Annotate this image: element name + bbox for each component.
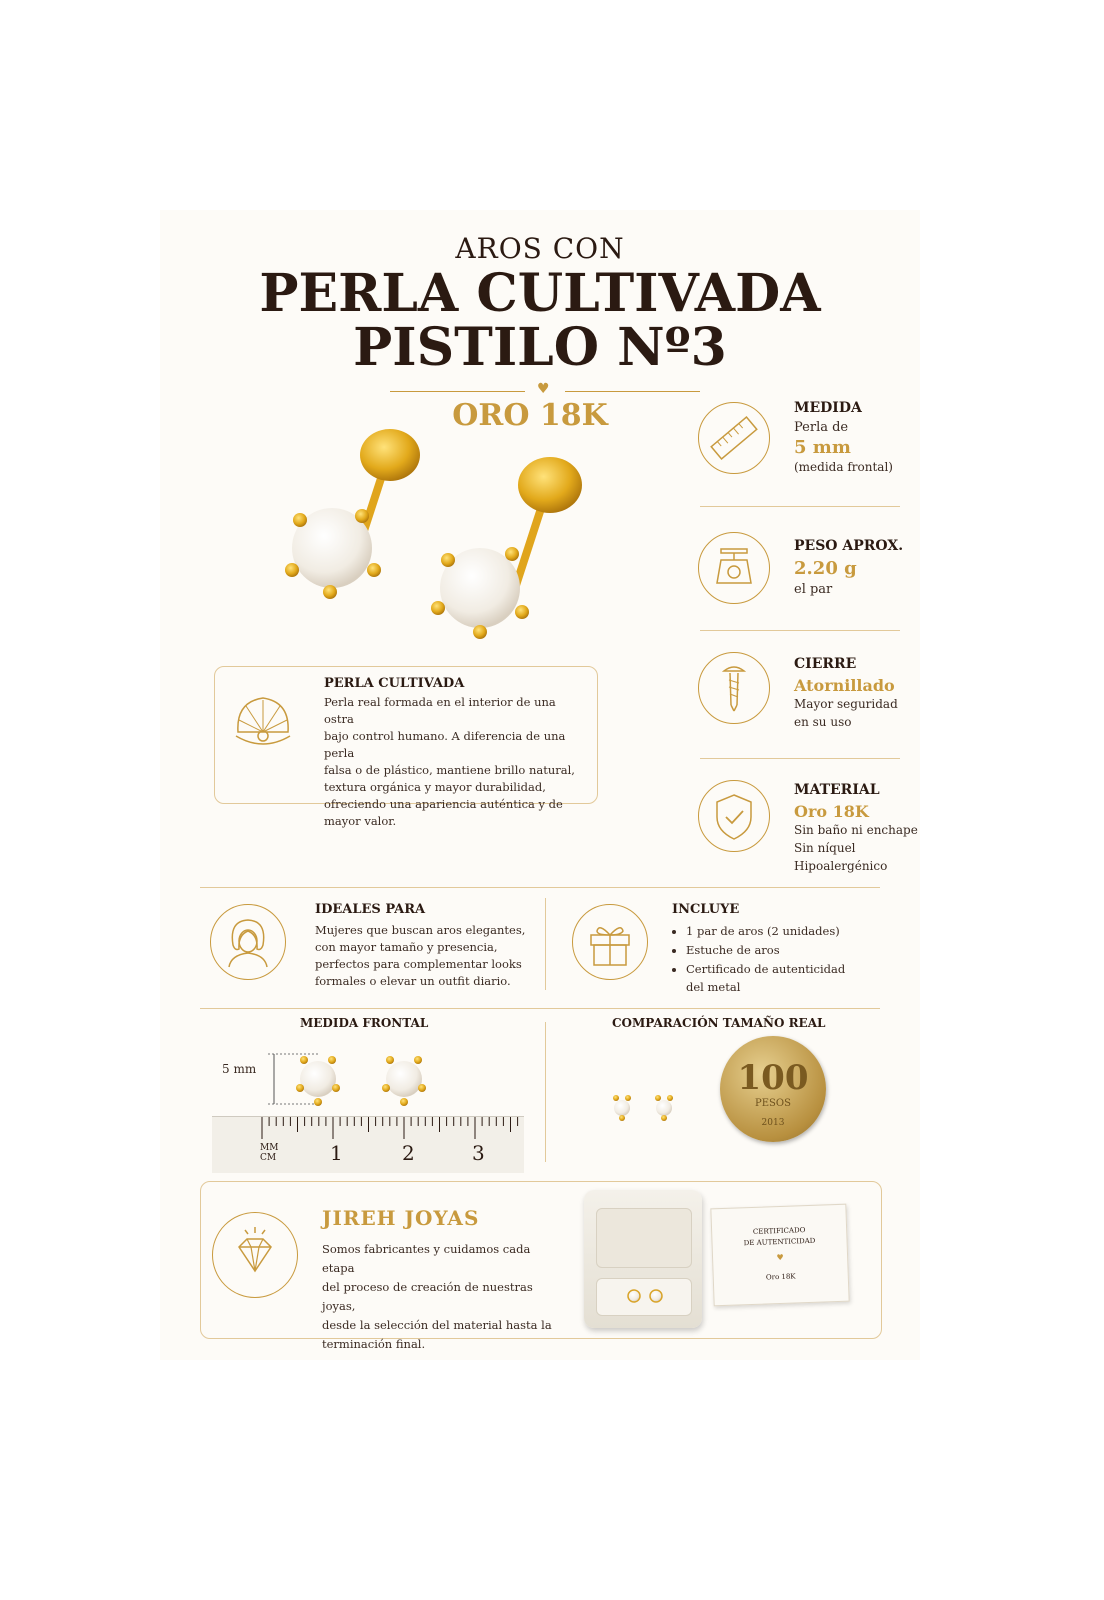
scale-icon-circle [698,532,770,604]
cierre-note2: en su uso [794,715,852,729]
section-divider [200,887,880,888]
cierre-value: Atornillado [794,676,895,695]
material-note3: Hipoalergénico [794,859,888,873]
cierre-label: CIERRE [794,656,857,672]
brand-name: JIREH JOYAS [322,1206,480,1230]
coin-year: 2013 [761,1118,785,1128]
shell-icon [228,688,298,758]
cert-heart-icon: ♥ [776,1252,784,1263]
medida-value: 5 mm [794,437,851,458]
cierre-note1: Mayor seguridad [794,697,898,711]
screw-icon [699,653,769,723]
title-line-3: PISTILO Nº3 [353,317,727,378]
peso-value: 2.20 g [794,558,857,579]
case-earrings [624,1284,668,1308]
spec-cierre [794,656,934,731]
medida-note: (medida frontal) [794,460,893,474]
ruler-ticks [212,1117,524,1141]
ruler-number: 2 [402,1141,415,1165]
incluye-list [672,922,872,996]
perla-text [324,694,589,830]
small-earrings [606,1084,686,1128]
metal-title: ORO 18K [452,398,608,433]
screw-icon-circle [698,652,770,724]
medida-line1: Perla de [794,420,849,435]
ideales-text [315,922,545,990]
coin-text: PESOS [755,1098,791,1109]
heart-icon: ♥ [537,381,550,397]
ideales-line: Mujeres que buscan aros elegantes, [315,923,526,937]
vertical-divider [545,1022,546,1162]
ruler-unit-mm: MM [260,1143,279,1153]
incluye-item: • Estuche de aros [686,941,872,960]
gift-icon-circle [572,904,648,980]
material-label: MATERIAL [794,782,880,798]
title-divider [390,381,700,398]
woman-icon-circle [210,904,286,980]
perla-title: PERLA CULTIVADA [324,676,465,691]
spec-peso [794,538,924,599]
shield-icon-circle [698,780,770,852]
brand-line: desde la selección del material hasta la [322,1318,552,1332]
ruler-number: 1 [330,1141,343,1165]
material-value: Oro 18K [794,802,869,821]
incluye-item: • 1 par de aros (2 unidades) [686,922,872,941]
perla-line: bajo control humano. A diferencia de una perla [324,729,566,760]
comparacion-title: COMPARACIÓN TAMAÑO REAL [612,1016,826,1030]
size-label: 5 mm [222,1062,257,1076]
title-line-2: PERLA CULTIVADA [259,263,821,324]
spec-divider [700,630,900,631]
peso-note: el par [794,582,833,597]
ruler [212,1116,524,1173]
title-line-1: AROS CON [455,232,625,265]
earrings-photo [250,420,630,665]
medida-label: MEDIDA [794,400,862,416]
medida-frontal-title: MEDIDA FRONTAL [300,1016,429,1030]
vertical-divider [545,898,546,990]
ruler-icon-circle [698,402,770,474]
ideales-line: con mayor tamaño y presencia, [315,940,498,954]
earring-left [285,429,420,599]
gift-icon [573,905,647,979]
section-divider [200,1008,880,1009]
coin [720,1036,826,1142]
product-sheet [160,210,920,1360]
ideales-title: IDEALES PARA [315,902,426,917]
shield-check-icon [699,781,769,851]
cert-line1: CERTIFICADO [752,1226,806,1236]
earring-right [431,457,582,639]
scale-icon [699,533,769,603]
incluye-item: • Certificado de autenticidad [686,960,872,979]
cert-line2: DE AUTENTICIDAD [743,1236,816,1248]
incluye-title: INCLUYE [672,902,740,917]
ruler-number: 3 [472,1141,485,1165]
jewelry-case [584,1190,702,1328]
ruler-units [260,1143,278,1163]
coin-value: 100 [737,1058,809,1098]
ruler-unit-cm: CM [260,1153,277,1163]
brand-line: del proceso de creación de nuestras joyas, [322,1280,533,1313]
perla-line: mayor valor. [324,814,397,828]
spec-divider [700,758,900,759]
perla-line: falsa o de plástico, mantiene brillo natural, [324,763,575,777]
perla-line: ofreciendo una apariencia auténtica y de [324,797,563,811]
brand-line: terminación final. [322,1337,426,1351]
diamond-icon [213,1213,297,1297]
ruler-icon [699,403,769,473]
brand-line: Somos fabricantes y cuidamos cada etapa [322,1242,531,1275]
incluye-item-cont: del metal [686,980,741,994]
perla-line: Perla real formada en el interior de una ostra [324,695,556,726]
certificate [710,1204,849,1307]
woman-icon [211,905,285,979]
spec-divider [700,506,900,507]
ideales-line: formales o elevar un outfit diario. [315,974,511,988]
spec-medida [794,400,924,476]
diamond-icon-circle [212,1212,298,1298]
perla-line: textura orgánica y mayor durabilidad, [324,780,546,794]
material-note1: Sin baño ni enchape [794,823,918,837]
spec-material [794,782,934,875]
brand-text [322,1240,562,1354]
frontal-earrings [260,1046,450,1116]
ideales-line: perfectos para complementar looks [315,957,522,971]
material-note2: Sin níquel [794,841,856,855]
peso-label: PESO APROX. [794,538,904,554]
cert-metal: Oro 18K [765,1272,796,1282]
